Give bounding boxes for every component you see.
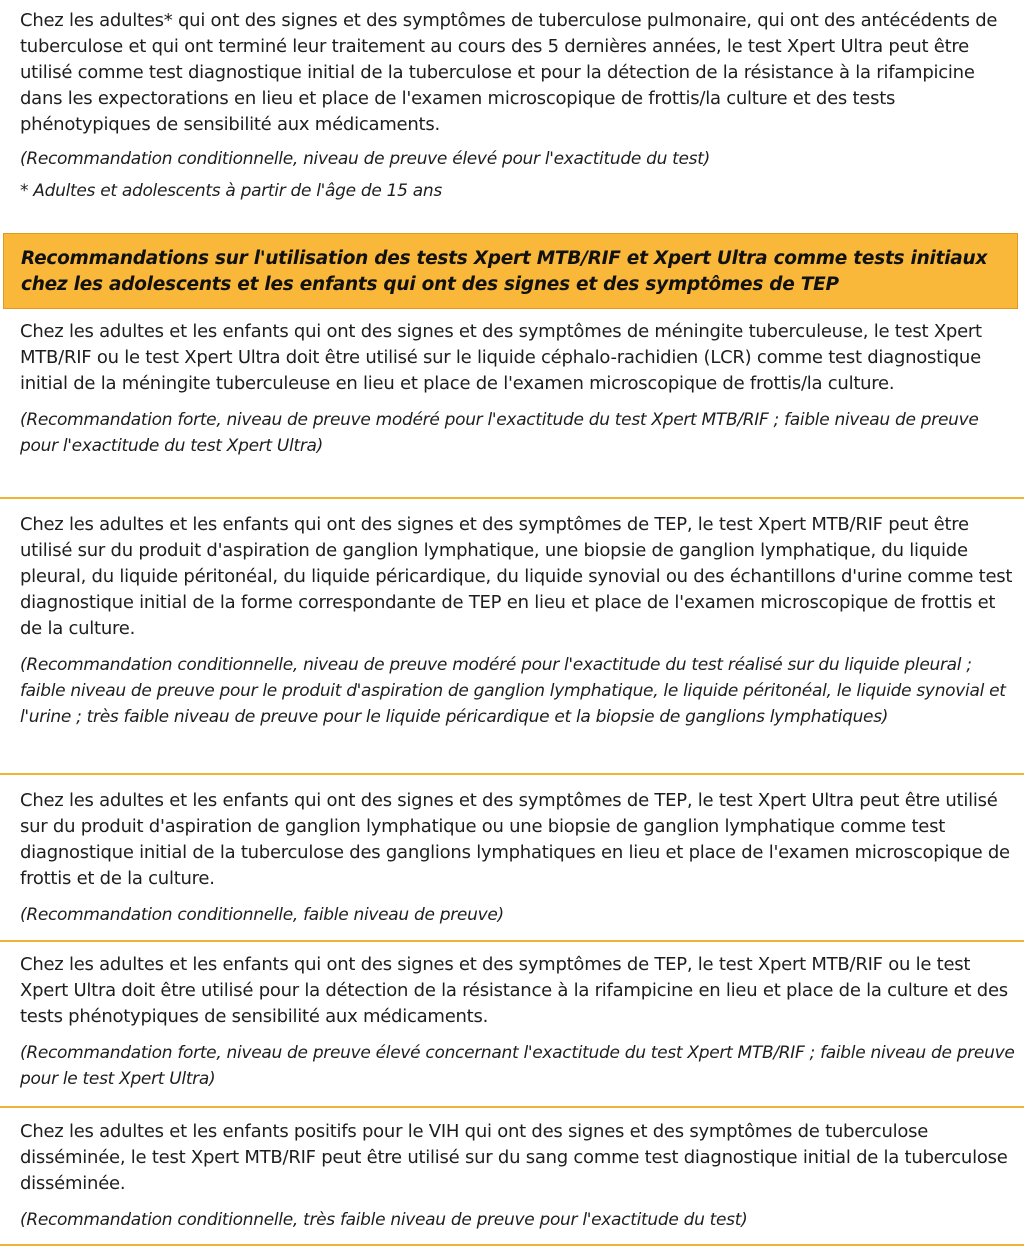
section-header-box [3,233,1018,309]
recommendation-note: (Recommandation forte, niveau de preuve élevé concernant l'exactitude du test Xpert MTB/RIF ; faible niveau de preuve pour le test Xpert Ultra) [20,1043,1015,1089]
recommendation-text: Chez les adultes et les enfants qui ont des signes et des symptômes de TEP, le test Xpert MTB/RIF peut être utilisé sur du produit d'aspiration de ganglion lymphatique, une biopsie de ganglion lymphatique, du liquide pleural, du liquide péritonéal, du liquide péricardique, du liquide synovial ou des échantillons d'urine comme test diagnostique initial de la forme correspondante de TEP en lieu et place de l'examen microscopique de frottis et de la culture. [20,514,1013,639]
recommendation-5 [0,1119,1024,1233]
intro-footnote: * Adultes et adolescents à partir de l'âge de 15 ans [20,181,442,201]
intro-text: Chez les adultes* qui ont des signes et des symptômes de tuberculose pulmonaire, qui ont des antécédents de tuberculose et qui ont terminé leur traitement au cours des 5 dernières années, le test Xpert Ultra peut être utilisé comme test diagnostique initial de la tuberculose et pour la détection de la résistance à la rifampicine dans les expectorations en lieu et place de l'examen microscopique de frottis/la culture et des tests phénotypiques de sensibilité aux médicaments. [20,10,998,135]
recommendation-2 [0,512,1024,730]
recommendation-4 [0,952,1024,1092]
recommendation-text: Chez les adultes et les enfants qui ont des signes et des symptômes de TEP, le test Xpert MTB/RIF ou le test Xpert Ultra doit être utilisé pour la détection de la résistance à la rifampicine en lieu et place de la culture et des tests phénotypiques de sensibilité aux médicaments. [20,954,1008,1027]
divider-rule [0,773,1024,775]
divider-rule [0,497,1024,499]
recommendation-note: (Recommandation forte, niveau de preuve modéré pour l'exactitude du test Xpert MTB/RIF ; faible niveau de preuve pour l'exactitude du test Xpert Ultra) [20,410,979,456]
divider-rule [0,940,1024,942]
recommendation-note: (Recommandation conditionnelle, niveau de preuve modéré pour l'exactitude du test réalisé sur du liquide pleural ; faible niveau de preuve pour le produit d'aspiration de ganglion lymphatique, le liquide péritonéal, le liquide synovial et l'urine ; très faible niveau de preuve pour le liquide péricardique et la biopsie de ganglions lymphatiques) [20,655,1006,727]
section-header: Recommandations sur l'utilisation des tests Xpert MTB/RIF et Xpert Ultra comme tests initiaux chez les adolescents et les enfants qui ont des signes et des symptômes de TEP [21,248,988,295]
divider-rule [0,1106,1024,1108]
intro-recommendation [0,8,1024,204]
divider-rule [0,1244,1024,1246]
intro-note: (Recommandation conditionnelle, niveau de preuve élevé pour l'exactitude du test) [20,149,710,169]
recommendation-3 [0,788,1024,928]
recommendation-text: Chez les adultes et les enfants qui ont des signes et des symptômes de méningite tuberculeuse, le test Xpert MTB/RIF ou le test Xpert Ultra doit être utilisé sur le liquide céphalo-rachidien (LCR) comme test diagnostique initial de la méningite tuberculeuse en lieu et place de l'examen microscopique de frottis/la culture. [20,321,982,394]
recommendation-text: Chez les adultes et les enfants qui ont des signes et des symptômes de TEP, le test Xpert Ultra peut être utilisé sur du produit d'aspiration de ganglion lymphatique ou une biopsie de ganglion lymphatique comme test diagnostique initial de la tuberculose des ganglions lymphatiques en lieu et place de l'examen microscopique de frottis et de la culture. [20,790,1010,889]
recommendation-note: (Recommandation conditionnelle, très faible niveau de preuve pour l'exactitude du test) [20,1210,748,1230]
recommendation-text: Chez les adultes et les enfants positifs pour le VIH qui ont des signes et des symptômes de tuberculose disséminée, le test Xpert MTB/RIF peut être utilisé sur du sang comme test diagnostique initial de la tuberculose disséminée. [20,1121,1008,1194]
recommendation-1 [0,319,1024,459]
recommendation-note: (Recommandation conditionnelle, faible niveau de preuve) [20,905,504,925]
